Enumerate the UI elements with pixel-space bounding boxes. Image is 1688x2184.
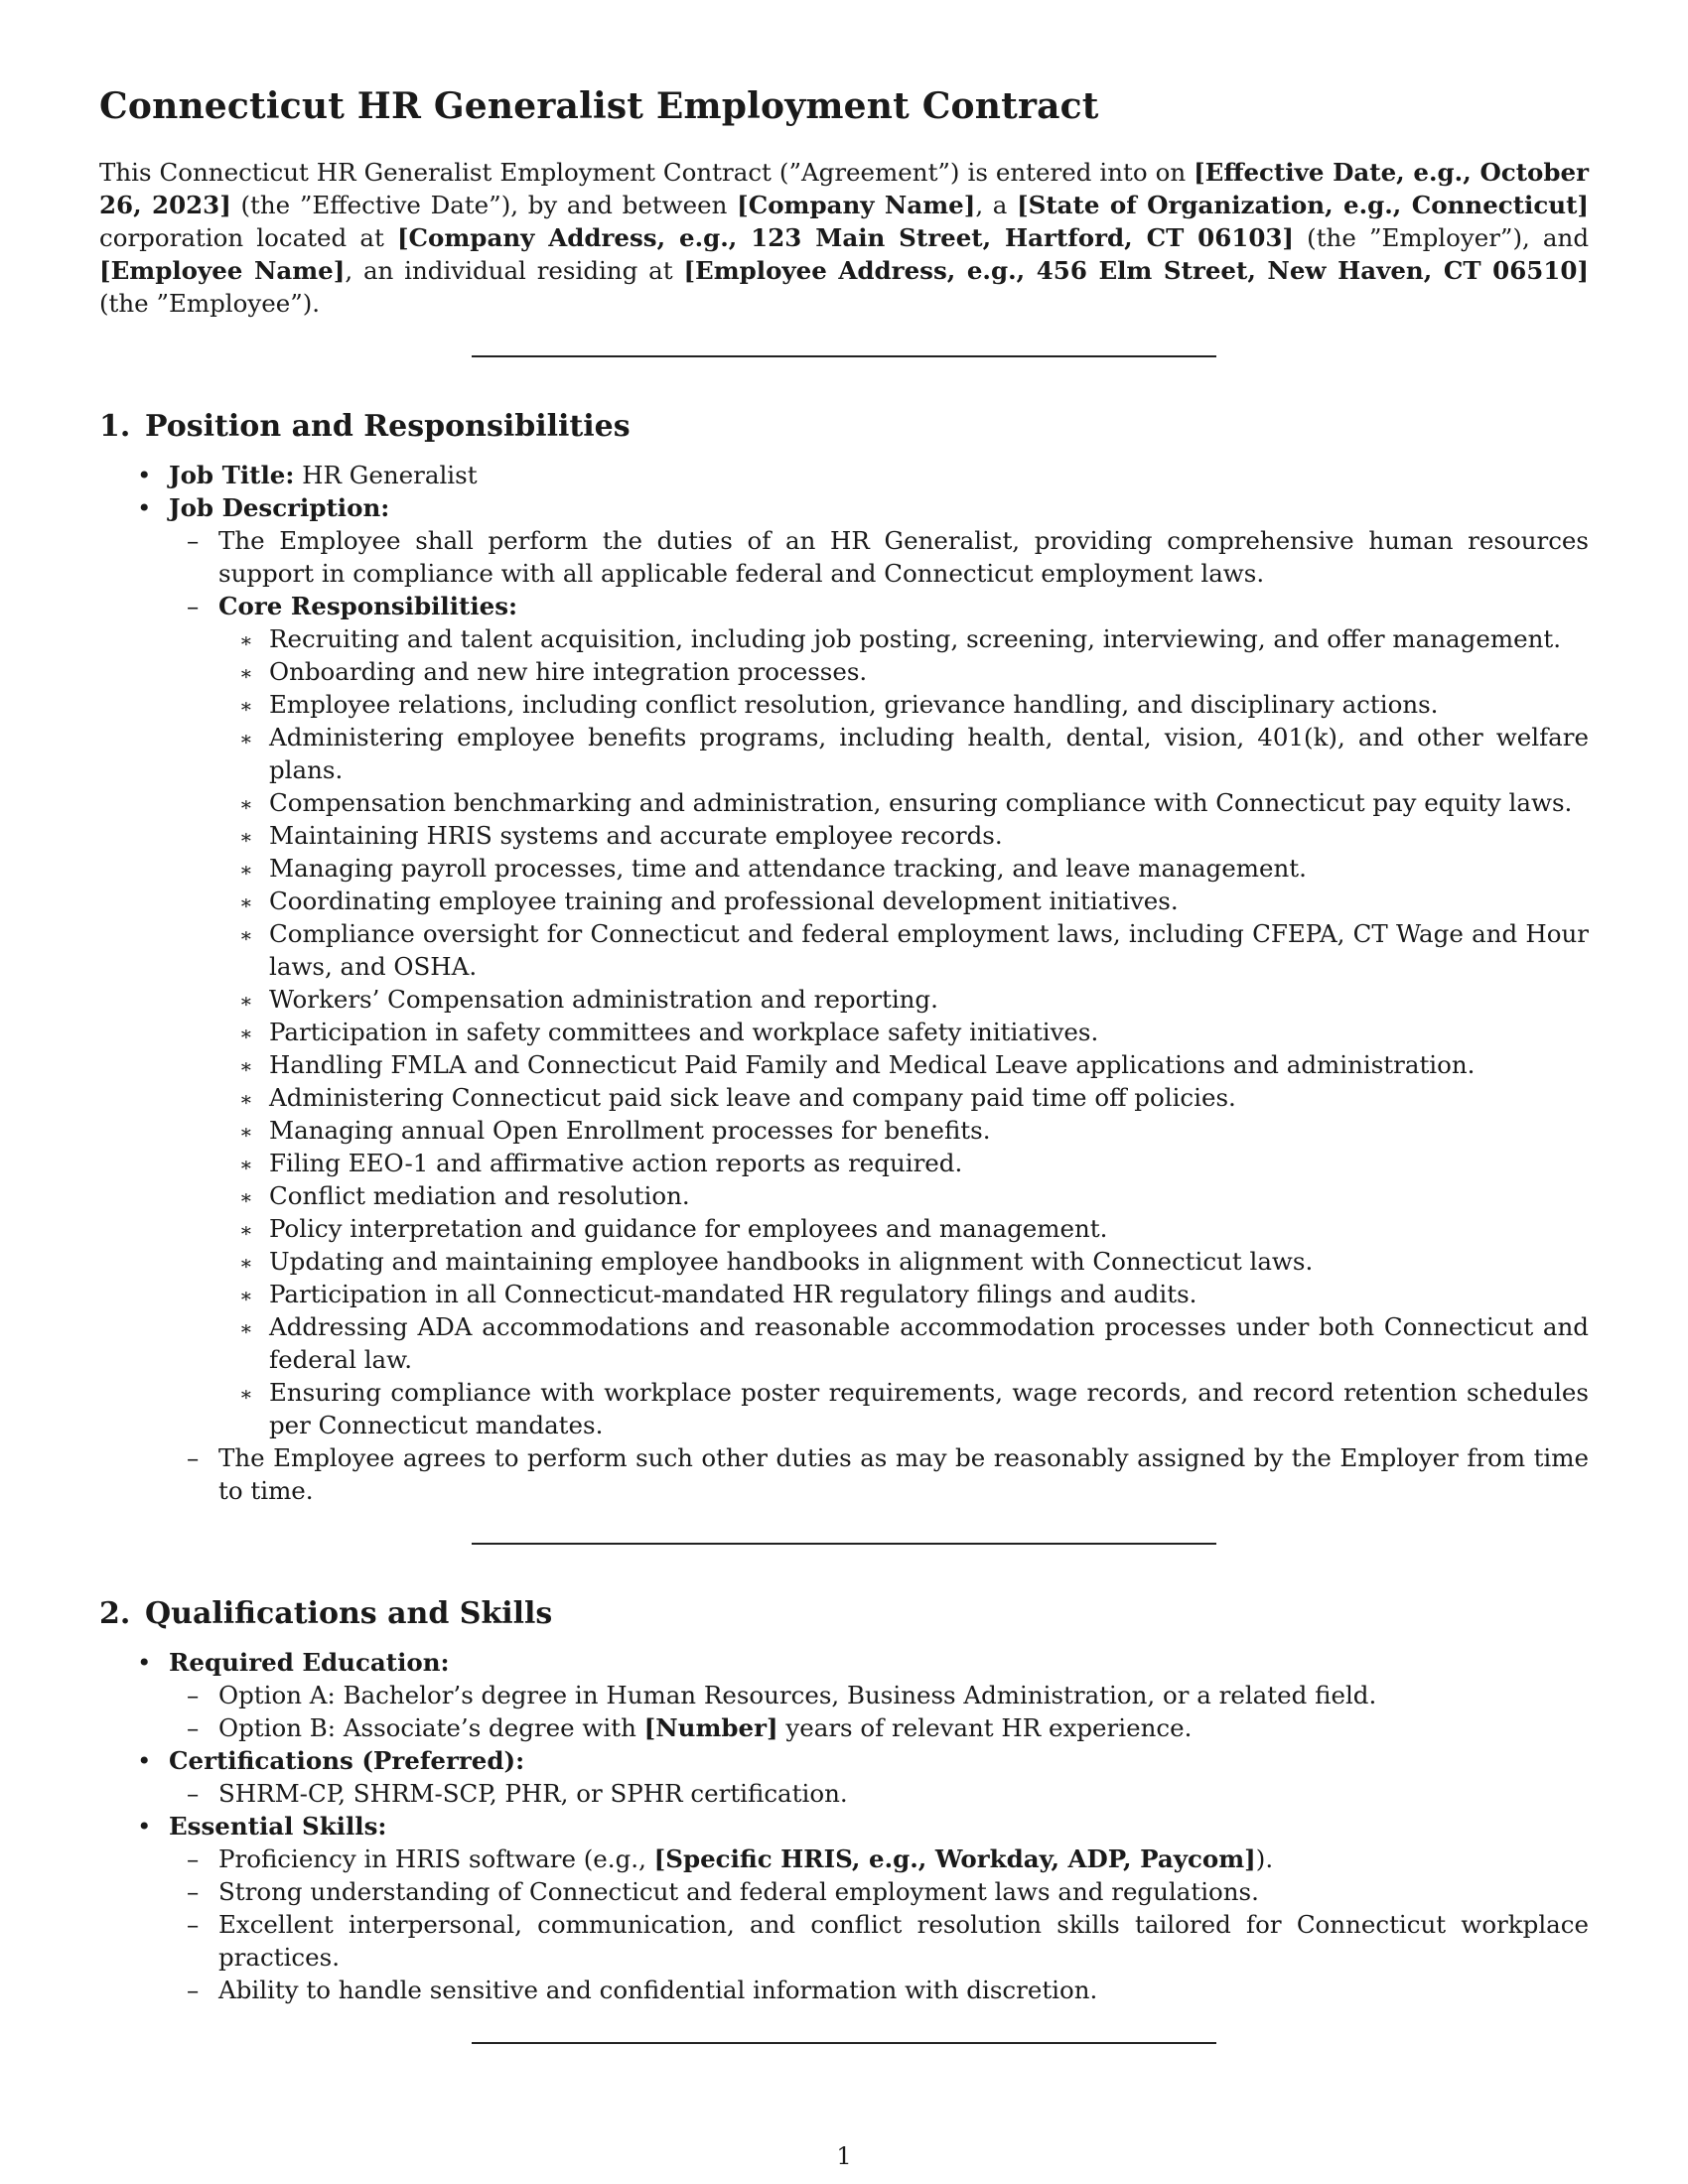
asterisk-icon: ∗ [239, 825, 253, 850]
responsibility-item [217, 983, 1589, 1016]
item-text: Ability to handle sensitive and confidential information with discretion. [218, 1976, 1098, 2005]
responsibility-item [217, 1376, 1589, 1441]
asterisk-icon: ∗ [239, 1218, 253, 1243]
intro-text: corporation located at [99, 223, 397, 253]
asterisk-icon: ∗ [239, 694, 253, 719]
responsibility-item [217, 1081, 1589, 1114]
asterisk-icon: ∗ [239, 1251, 253, 1276]
responsibility-item [217, 1016, 1589, 1048]
list-item [157, 1875, 1589, 1908]
asterisk-icon: ∗ [239, 890, 253, 915]
responsibility-item [217, 1179, 1589, 1212]
section-heading-qualifications [99, 1596, 1589, 1632]
responsibility-item [217, 1048, 1589, 1081]
item-text: The Employee agrees to perform such other duties as may be reasonably assigned by the Employer from time to time. [218, 1443, 1589, 1506]
intro-text: (the ”Employer”), and [1294, 223, 1590, 253]
responsibility-item [217, 1278, 1589, 1310]
asterisk-icon: ∗ [239, 1382, 253, 1407]
skills-list [169, 1843, 1589, 2006]
bullet-icon: • [137, 1648, 152, 1678]
section-divider [472, 1543, 1216, 1545]
document-title: Connecticut HR Generalist Employment Contract [99, 85, 1099, 127]
asterisk-icon: ∗ [239, 792, 253, 817]
bullet-icon: • [137, 461, 152, 490]
placeholder-number: [Number] [643, 1713, 778, 1743]
placeholder-hris: [Specific HRIS, e.g., Workday, ADP, Paycom] [653, 1844, 1256, 1874]
placeholder-state: [State of Organization, e.g., Connecticut] [1017, 191, 1589, 220]
list-item [99, 1744, 1589, 1810]
intro-text: (the ”Effective Date”), by and between [230, 191, 738, 220]
responsibility-text: Administering Connecticut paid sick leave and company paid time off policies. [269, 1083, 1236, 1113]
position-list [99, 459, 1589, 1507]
asterisk-icon: ∗ [239, 1120, 253, 1145]
list-item [157, 1441, 1589, 1507]
asterisk-icon: ∗ [239, 1054, 253, 1079]
asterisk-icon: ∗ [239, 628, 253, 653]
placeholder-employee-name: [Employee Name] [99, 256, 346, 286]
responsibility-text: Filing EEO-1 and affirmative action reports as required. [269, 1149, 963, 1178]
responsibility-text: Managing annual Open Enrollment processes for benefits. [269, 1116, 991, 1146]
responsibility-item [217, 1147, 1589, 1179]
item-text: years of relevant HR experience. [777, 1713, 1193, 1743]
asterisk-icon: ∗ [239, 858, 253, 883]
item-text: Excellent interpersonal, communication, and conflict resolution skills tailored for Connecticut workplace practices. [218, 1910, 1589, 1973]
dash-icon: – [187, 1910, 200, 1940]
section-divider [472, 355, 1216, 357]
list-item [99, 459, 1589, 491]
intro-text: This Connecticut HR Generalist Employment Contract (”Agreement”) is entered into on [99, 158, 1195, 188]
item-label: Core Responsibilities: [218, 592, 518, 621]
list-item [157, 590, 1589, 1441]
page-number: 1 [836, 2142, 852, 2170]
education-list [169, 1679, 1589, 1744]
responsibility-item [217, 1114, 1589, 1147]
responsibility-text: Participation in all Connecticut-mandated HR regulatory filings and audits. [269, 1280, 1197, 1309]
responsibility-text: Recruiting and talent acquisition, including job posting, screening, interviewing, and offer management. [269, 624, 1561, 654]
dash-icon: – [187, 592, 200, 621]
intro-text: , an individual residing at [345, 256, 684, 286]
responsibility-text: Workers’ Compensation administration and reporting. [269, 985, 938, 1015]
placeholder-employee-address: [Employee Address, e.g., 456 Elm Street, New Haven, CT 06510] [683, 256, 1589, 286]
dash-icon: – [187, 526, 200, 556]
asterisk-icon: ∗ [239, 1153, 253, 1177]
asterisk-icon: ∗ [239, 1022, 253, 1046]
responsibility-item [217, 655, 1589, 688]
responsibility-text: Conflict mediation and resolution. [269, 1181, 690, 1211]
item-label: Job Title: [169, 461, 295, 490]
dash-icon: – [187, 1976, 200, 2005]
placeholder-company-address: [Company Address, e.g., 123 Main Street, Hartford, CT 06103] [396, 223, 1295, 253]
certifications-list [169, 1777, 1589, 1810]
item-text: Option B: Associate’s degree with [218, 1713, 644, 1743]
item-text: Proficiency in HRIS software (e.g., [218, 1844, 654, 1874]
dash-icon: – [187, 1877, 200, 1907]
asterisk-icon: ∗ [239, 727, 253, 751]
asterisk-icon: ∗ [239, 1316, 253, 1341]
asterisk-icon: ∗ [239, 1284, 253, 1308]
list-item [99, 491, 1589, 1507]
list-item [157, 1843, 1589, 1875]
responsibility-item [217, 1212, 1589, 1245]
asterisk-icon: ∗ [239, 661, 253, 686]
section-title: Qualifications and Skills [145, 1596, 553, 1632]
section-heading-position [99, 409, 1589, 445]
responsibility-text: Ensuring compliance with workplace poster requirements, wage records, and record retention schedules per Connecticut mandates. [269, 1378, 1589, 1440]
responsibility-text: Participation in safety committees and workplace safety initiatives. [269, 1018, 1099, 1047]
list-item [157, 524, 1589, 590]
responsibilities-list [218, 622, 1589, 1441]
dash-icon: – [187, 1443, 200, 1473]
bullet-icon: • [137, 1812, 152, 1842]
responsibility-item [217, 885, 1589, 917]
responsibility-item [217, 1310, 1589, 1376]
item-label: Job Description: [169, 493, 390, 523]
responsibility-text: Handling FMLA and Connecticut Paid Family and Medical Leave applications and administration. [269, 1050, 1476, 1080]
item-text: ). [1255, 1844, 1274, 1874]
qualifications-list [99, 1646, 1589, 2006]
item-label: Required Education: [169, 1648, 450, 1678]
responsibility-item [217, 622, 1589, 655]
asterisk-icon: ∗ [239, 1185, 253, 1210]
item-label: Essential Skills: [169, 1812, 387, 1842]
responsibility-text: Administering employee benefits programs, including health, dental, vision, 401(k), and other welfare plans. [269, 723, 1589, 785]
intro-paragraph [99, 156, 1589, 320]
placeholder-company-name: [Company Name] [737, 191, 976, 220]
responsibility-text: Policy interpretation and guidance for employees and management. [269, 1214, 1108, 1244]
list-item [157, 1711, 1589, 1744]
responsibility-text: Maintaining HRIS systems and accurate employee records. [269, 821, 1003, 851]
responsibility-item [217, 852, 1589, 885]
item-label: Certifications (Preferred): [169, 1746, 525, 1776]
responsibility-text: Addressing ADA accommodations and reasonable accommodation processes under both Connecticut and federal law. [269, 1312, 1589, 1375]
list-item [157, 1777, 1589, 1810]
asterisk-icon: ∗ [239, 989, 253, 1014]
responsibility-item [217, 786, 1589, 819]
intro-text: (the ”Employee”). [99, 289, 321, 319]
list-item [157, 1679, 1589, 1711]
list-item [99, 1810, 1589, 2006]
item-text: SHRM-CP, SHRM-SCP, PHR, or SPHR certification. [218, 1779, 848, 1809]
responsibility-item [217, 819, 1589, 852]
bullet-icon: • [137, 1746, 152, 1776]
responsibility-text: Compliance oversight for Connecticut and federal employment laws, including CFEPA, CT Wage and Hour laws, and OSHA. [269, 919, 1589, 982]
bullet-icon: • [137, 493, 152, 523]
responsibility-item [217, 917, 1589, 983]
job-description-list [169, 524, 1589, 1507]
item-text: The Employee shall perform the duties of an HR Generalist, providing comprehensive human resources support in compliance with all applicable federal and Connecticut employment laws. [218, 526, 1589, 589]
list-item [157, 1908, 1589, 1974]
responsibility-text: Managing payroll processes, time and attendance tracking, and leave management. [269, 854, 1307, 884]
responsibility-text: Onboarding and new hire integration processes. [269, 657, 868, 687]
list-item [157, 1974, 1589, 2006]
dash-icon: – [187, 1681, 200, 1710]
asterisk-icon: ∗ [239, 1087, 253, 1112]
dash-icon: – [187, 1779, 200, 1809]
asterisk-icon: ∗ [239, 923, 253, 948]
section-divider [472, 2042, 1216, 2044]
responsibility-text: Coordinating employee training and professional development initiatives. [269, 887, 1179, 916]
responsibility-item [217, 721, 1589, 786]
dash-icon: – [187, 1844, 200, 1874]
section-title: Position and Responsibilities [145, 409, 631, 445]
responsibility-item [217, 1245, 1589, 1278]
item-text: Strong understanding of Connecticut and federal employment laws and regulations. [218, 1877, 1259, 1907]
section-number: 2. [99, 1596, 131, 1632]
responsibility-text: Employee relations, including conflict resolution, grievance handling, and disciplinary actions. [269, 690, 1439, 720]
section-number: 1. [99, 409, 131, 445]
dash-icon: – [187, 1713, 200, 1743]
responsibility-text: Updating and maintaining employee handbooks in alignment with Connecticut laws. [269, 1247, 1314, 1277]
list-item [99, 1646, 1589, 1744]
intro-text: , a [975, 191, 1018, 220]
responsibility-item [217, 688, 1589, 721]
placeholder-effective-date: [Effective Date, e.g., October 26, 2023] [99, 158, 1589, 220]
item-text: Option A: Bachelor’s degree in Human Resources, Business Administration, or a related field. [218, 1681, 1377, 1710]
item-value: HR Generalist [294, 461, 478, 490]
responsibility-text: Compensation benchmarking and administration, ensuring compliance with Connecticut pay equity laws. [269, 788, 1573, 818]
